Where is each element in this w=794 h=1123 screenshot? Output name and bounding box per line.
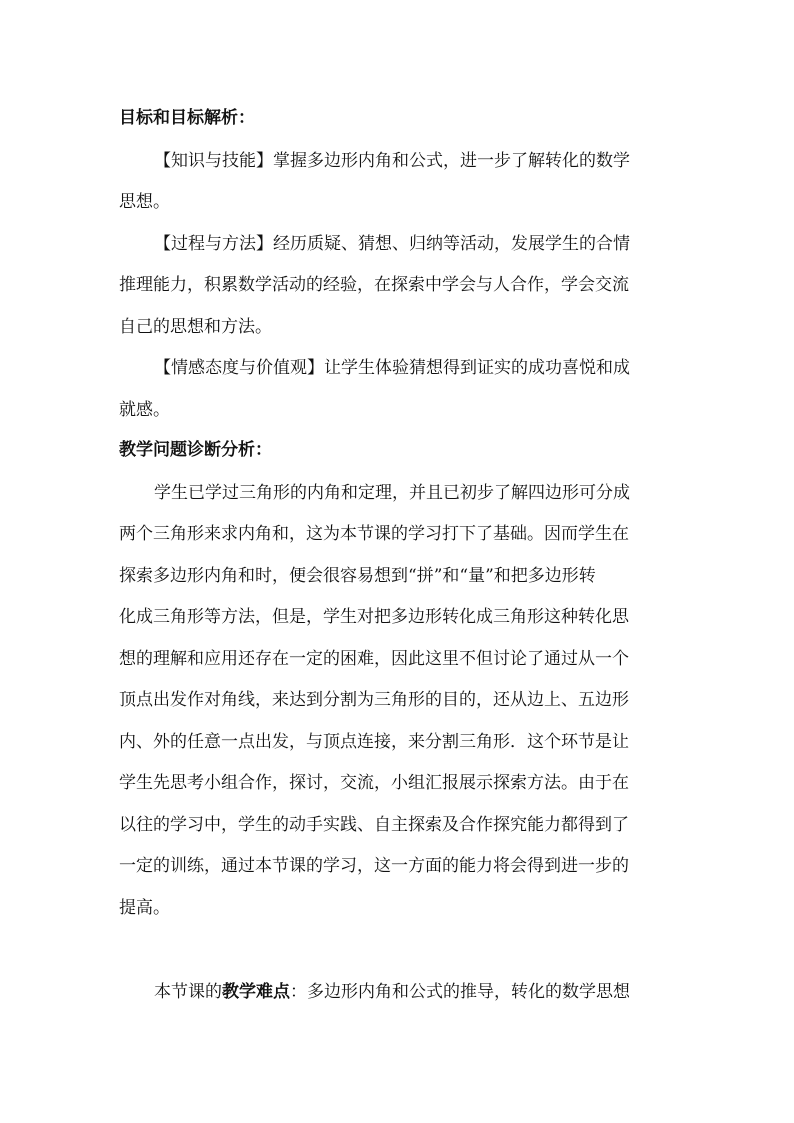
emotion-values-line-1: 【情感态度与价值观】让学生体验猜想得到证实的成功喜悦和成 <box>154 358 630 378</box>
objectives-heading: 目标和目标解析： <box>119 108 255 128</box>
teaching-difficulty-text: ：多边形内角和公式的推导，转化的数学思想 <box>290 982 630 1002</box>
diagnosis-paragraph-line: 两个三角形来求内角和，这为本节课的学习打下了基础。因而学生在 <box>119 524 629 544</box>
diagnosis-paragraph-line: 想的理解和应用还存在一定的困难，因此这里不但讨论了通过从一个 <box>119 649 629 669</box>
diagnosis-paragraph-line: 顶点出发作对角线，来达到分割为三角形的目的，还从边上、五边形 <box>119 690 629 710</box>
process-methods-line-1: 【过程与方法】经历质疑、猜想、归纳等活动，发展学生的合情 <box>154 234 630 254</box>
diagnosis-paragraph-line: 一定的训练，通过本节课的学习，这一方面的能力将会得到进一步的 <box>119 856 629 876</box>
diagnosis-paragraph-line: 内、外的任意一点出发，与顶点连接，来分割三角形．这个环节是让 <box>119 732 629 752</box>
knowledge-skills-line-1: 【知识与技能】掌握多边形内角和公式，进一步了解转化的数学 <box>154 151 630 171</box>
diagnosis-paragraph-line: 学生已学过三角形的内角和定理，并且已初步了解四边形可分成 <box>154 483 630 503</box>
diagnosis-paragraph-line: 化成三角形等方法，但是，学生对把多边形转化成三角形这种转化思 <box>119 607 629 627</box>
diagnosis-heading: 教学问题诊断分析： <box>119 440 272 460</box>
diagnosis-paragraph-line: 探索多边形内角和时，便会很容易想到“拼”和“量”和把多边形转 <box>119 566 596 586</box>
process-methods-line-2: 推理能力，积累数学活动的经验，在探索中学会与人合作，学会交流 <box>119 275 629 295</box>
diagnosis-paragraph-line: 提高。 <box>119 898 170 918</box>
diagnosis-paragraph-line: 以往的学习中，学生的动手实践、自主探索及合作探究能力都得到了 <box>119 815 629 835</box>
teaching-difficulty-label: 教学难点 <box>222 982 290 1002</box>
diagnosis-paragraph-line: 学生先思考小组合作，探讨，交流，小组汇报展示探索方法。由于在 <box>119 773 629 793</box>
process-methods-line-3: 自己的思想和方法。 <box>119 317 272 337</box>
teaching-difficulty-line <box>154 982 630 1003</box>
knowledge-skills-line-2: 思想。 <box>119 192 170 212</box>
emotion-values-line-2: 就感。 <box>119 400 170 420</box>
teaching-difficulty-prefix: 本节课的 <box>154 982 222 1002</box>
